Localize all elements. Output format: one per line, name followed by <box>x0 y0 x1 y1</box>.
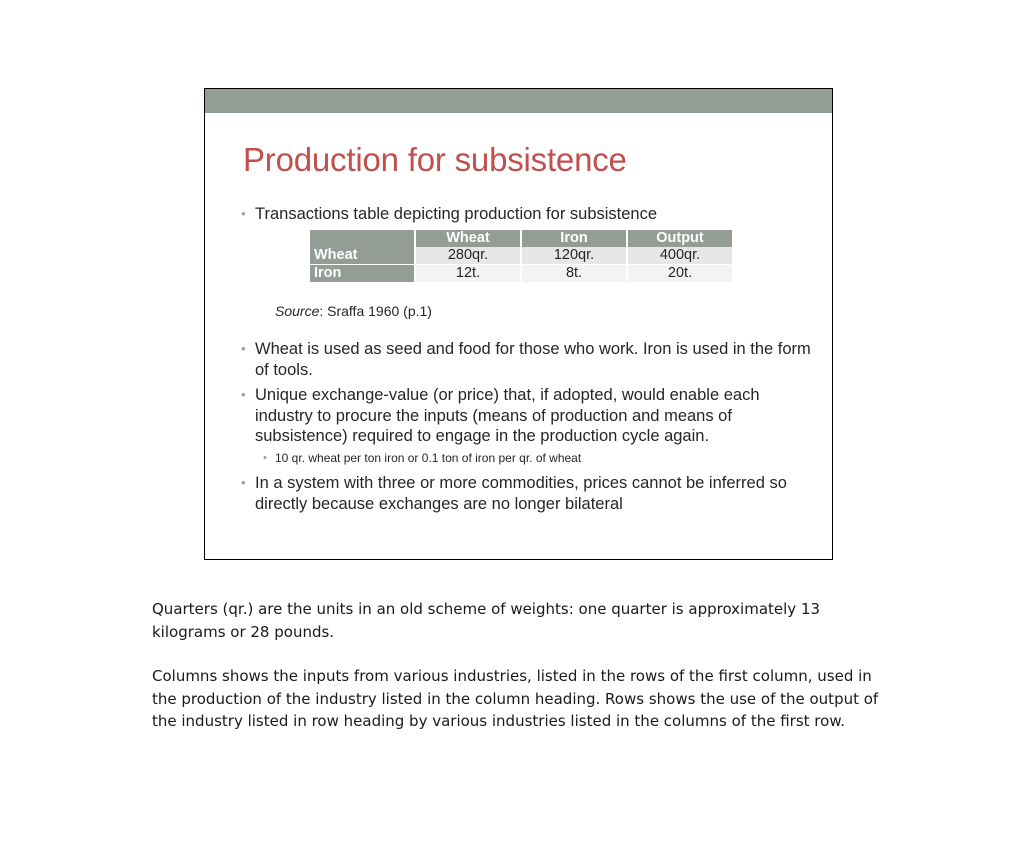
source-text: : Sraffa 1960 (p.1) <box>319 303 432 319</box>
table-row-label: Wheat <box>310 247 415 265</box>
table-header-iron: Iron <box>521 230 627 247</box>
table-cell: 8t. <box>521 265 627 283</box>
source-citation <box>275 303 432 319</box>
table-header-output: Output <box>627 230 732 247</box>
bullet-exchange-value <box>241 385 815 447</box>
table-header-wheat: Wheat <box>415 230 521 247</box>
table-cell: 400qr. <box>627 247 732 265</box>
table-row <box>310 247 732 265</box>
bullet-wheat-iron <box>241 339 815 380</box>
bullet-text: Transactions table depicting production for subsistence <box>255 205 658 223</box>
slide-header-band <box>205 89 832 113</box>
bullet-dot-icon: • <box>241 387 246 402</box>
bullet-text: Unique exchange-value (or price) that, if adopted, would enable each industry to procure the inputs (means of production and means of subsistence) required to engage in the production cycle again. <box>255 386 760 445</box>
slide <box>204 88 833 560</box>
sub-bullet-ratio <box>263 450 835 466</box>
bullet-text: Wheat is used as seed and food for those who work. Iron is used in the form of tools. <box>255 340 811 379</box>
table-row-label: Iron <box>310 265 415 283</box>
notes-paragraph-columns-rows: Columns shows the inputs from various industries, listed in the rows of the first column, used in the production of the industry listed in the column heading. Rows shows the use of the output of the industry listed in row heading by various industries listed in the columns of the first row. <box>152 667 879 730</box>
bullet-dot-icon: • <box>241 206 246 221</box>
speaker-notes <box>152 598 892 755</box>
table-cell: 20t. <box>627 265 732 283</box>
bullet-text: In a system with three or more commodities, prices cannot be inferred so directly because exchanges are no longer bilateral <box>255 474 787 513</box>
source-label: Source <box>275 303 320 319</box>
bullet-dot-icon: • <box>241 475 246 490</box>
table-corner-cell <box>310 230 415 247</box>
table-cell: 12t. <box>415 265 521 283</box>
bullet-dot-icon: • <box>241 341 246 356</box>
bullet-transactions <box>241 204 815 225</box>
table-header-row <box>310 230 732 247</box>
table-cell: 280qr. <box>415 247 521 265</box>
transactions-table <box>310 230 732 282</box>
bullet-three-commodities <box>241 473 815 514</box>
bullet-dot-icon: • <box>263 452 267 464</box>
bullet-text: 10 qr. wheat per ton iron or 0.1 ton of iron per qr. of wheat <box>275 451 582 465</box>
notes-paragraph-quarters: Quarters (qr.) are the units in an old scheme of weights: one quarter is approximately 13 kilograms or 28 pounds. <box>152 600 821 641</box>
table-row <box>310 265 732 283</box>
slide-title: Production for subsistence <box>243 141 627 178</box>
table-cell: 120qr. <box>521 247 627 265</box>
